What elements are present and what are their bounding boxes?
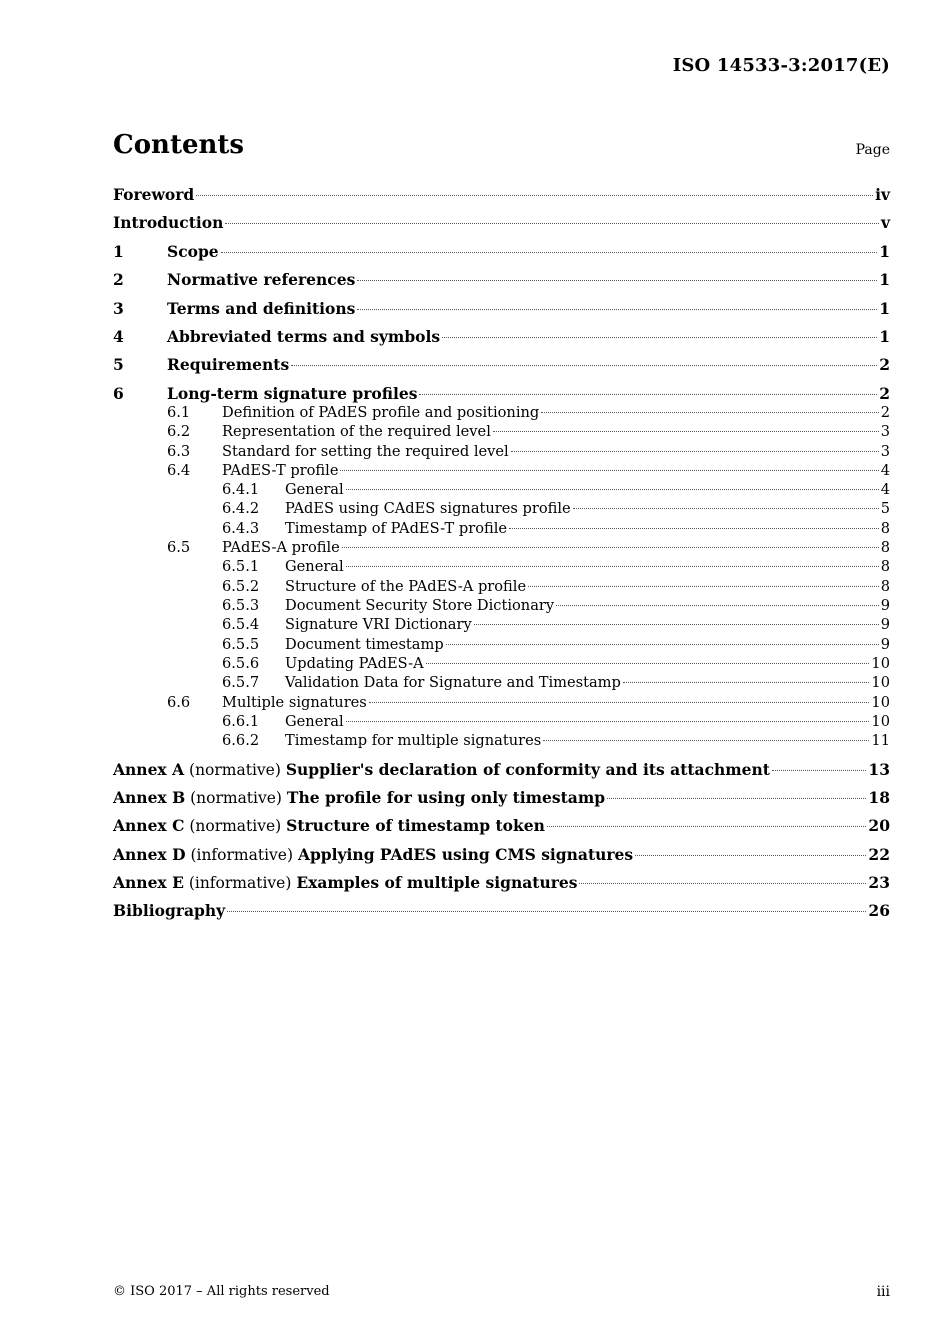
toc-entry-page: 23	[868, 873, 890, 892]
dot-leader	[543, 740, 869, 741]
annex-title: Supplier's declaration of conformity and its attachment	[285, 760, 770, 779]
dot-leader	[635, 855, 866, 856]
toc-entry-page: 3	[880, 443, 890, 460]
annex-label: Annex A	[113, 760, 185, 779]
toc-entry-title	[113, 873, 577, 892]
dot-leader	[474, 624, 879, 625]
annex-label: Annex E	[113, 873, 184, 892]
toc-entry-page: 10	[871, 694, 890, 711]
toc-entry-title	[113, 788, 605, 807]
toc-entry-page: 1	[879, 299, 890, 318]
annex-type-note: (normative)	[184, 817, 287, 835]
toc-entry[interactable]	[113, 213, 890, 232]
dot-leader	[509, 528, 879, 529]
toc-entry[interactable]	[113, 519, 890, 538]
toc-entry-title: Scope	[167, 242, 219, 261]
toc-entry-title: Normative references	[167, 270, 356, 289]
toc-entry-page: 2	[879, 355, 890, 374]
toc-entry-page: 1	[879, 270, 890, 289]
dot-leader	[623, 682, 870, 683]
toc-entry[interactable]	[113, 635, 890, 654]
toc-entry-page: iv	[875, 185, 890, 204]
dot-leader	[196, 195, 873, 196]
toc-entry-page: 4	[880, 462, 890, 479]
toc-entry-title: Requirements	[167, 355, 290, 374]
toc-entry-title: Structure of the PAdES-A profile	[285, 578, 527, 595]
toc-entry[interactable]	[113, 873, 890, 892]
toc-entry[interactable]	[113, 538, 890, 557]
toc-entry-page: 9	[880, 636, 890, 653]
toc-entry-title	[113, 845, 633, 864]
toc-entry-page: 10	[871, 655, 890, 672]
annex-type-note: (informative)	[185, 846, 298, 864]
toc-entry-number: 6.5.7	[222, 674, 260, 691]
toc-entry[interactable]	[113, 242, 890, 261]
annex-type-note: (normative)	[184, 761, 286, 779]
toc-entry[interactable]	[113, 816, 890, 835]
toc-entry-number: 6	[113, 384, 124, 403]
contents-title: Contents	[113, 130, 245, 160]
dot-leader	[291, 365, 877, 366]
toc-entry-number: 6.6.1	[222, 713, 260, 730]
dot-leader	[442, 337, 877, 338]
toc-entry-page: 9	[880, 616, 890, 633]
toc-entry-title: Bibliography	[113, 901, 226, 920]
toc-entry[interactable]	[113, 499, 890, 518]
dot-leader	[342, 547, 879, 548]
dot-leader	[426, 663, 870, 664]
dot-leader	[547, 826, 867, 827]
toc-entry[interactable]	[113, 615, 890, 634]
toc-entry[interactable]	[113, 557, 890, 576]
toc-entry[interactable]	[113, 384, 890, 403]
toc-entry-page: 10	[871, 713, 890, 730]
toc-entry[interactable]	[113, 422, 890, 441]
toc-entry-page: 18	[868, 788, 890, 807]
toc-entry-page: 8	[880, 578, 890, 595]
dot-leader	[579, 883, 866, 884]
toc-entry-page: 5	[880, 500, 890, 517]
toc-entry[interactable]	[113, 596, 890, 615]
toc-entry-page: 1	[879, 242, 890, 261]
toc-entry-number: 6.3	[167, 443, 191, 460]
dot-leader	[419, 394, 877, 395]
document-id: ISO 14533-3:2017(E)	[672, 55, 890, 76]
toc-entry-page: v	[880, 213, 890, 232]
annex-title: Structure of timestamp token	[286, 816, 545, 835]
annex-type-note: (informative)	[183, 874, 297, 892]
toc-entry[interactable]	[113, 480, 890, 499]
dot-leader	[357, 309, 877, 310]
annex-label: Annex C	[113, 816, 185, 835]
toc-entry[interactable]	[113, 673, 890, 692]
toc-entry-number: 6.4.2	[222, 500, 260, 517]
toc-entry-number: 1	[113, 242, 124, 261]
toc-entry-title: PAdES-T profile	[222, 462, 339, 479]
dot-leader	[772, 770, 866, 771]
toc-entry-page: 11	[871, 732, 890, 749]
toc-entry[interactable]	[113, 327, 890, 346]
toc-entry-title: Signature VRI Dictionary	[285, 616, 472, 633]
toc-entry-number: 6.5.4	[222, 616, 260, 633]
toc-entry-title: Abbreviated terms and symbols	[167, 327, 441, 346]
toc-entry-page: 1	[879, 327, 890, 346]
dot-leader	[493, 431, 879, 432]
toc-entry-number: 5	[113, 355, 124, 374]
dot-leader	[357, 280, 877, 281]
toc-entry-number: 2	[113, 270, 124, 289]
toc-entry-number: 6.5.6	[222, 655, 260, 672]
toc-entry[interactable]	[113, 731, 890, 750]
toc-entry[interactable]	[113, 712, 890, 731]
toc-entry-title: General	[285, 481, 344, 498]
toc-entry-page: 26	[868, 901, 890, 920]
toc-entry-number: 6.2	[167, 423, 191, 440]
toc-entry-page: 4	[880, 481, 890, 498]
toc-entry-page: 22	[868, 845, 890, 864]
toc-entry-title: Representation of the required level	[222, 423, 491, 440]
toc-entry-title: Timestamp of PAdES-T profile	[285, 520, 508, 537]
dot-leader	[346, 566, 879, 567]
toc-entry-title: Introduction	[113, 213, 224, 232]
toc-entry[interactable]	[113, 693, 890, 712]
toc-entry-title: Document timestamp	[285, 636, 444, 653]
toc-entry-number: 6.5.3	[222, 597, 260, 614]
annex-label: Annex B	[113, 788, 186, 807]
dot-leader	[556, 605, 879, 606]
dot-leader	[227, 911, 866, 912]
toc-entry-title: General	[285, 558, 344, 575]
dot-leader	[541, 412, 878, 413]
dot-leader	[446, 644, 879, 645]
toc-entry-number: 6.4.1	[222, 481, 260, 498]
toc-entry-title: Timestamp for multiple signatures	[285, 732, 542, 749]
dot-leader	[511, 451, 879, 452]
dot-leader	[346, 489, 879, 490]
annex-title: The profile for using only timestamp	[286, 788, 606, 807]
dot-leader	[221, 252, 878, 253]
toc-entry-title: Document Security Store Dictionary	[285, 597, 555, 614]
dot-leader	[607, 798, 866, 799]
dot-leader	[225, 223, 879, 224]
dot-leader	[369, 702, 870, 703]
page-number: iii	[876, 1284, 890, 1300]
dot-leader	[346, 721, 870, 722]
toc-entry[interactable]	[113, 270, 890, 289]
dot-leader	[340, 470, 878, 471]
toc-entry-title: Multiple signatures	[222, 694, 367, 711]
toc-entry-number: 6.5.1	[222, 558, 260, 575]
toc-entry-title: Foreword	[113, 185, 195, 204]
toc-entry-number: 6.4	[167, 462, 191, 479]
toc-entry-page: 2	[880, 404, 890, 421]
toc-entry[interactable]	[113, 654, 890, 673]
annex-title: Examples of multiple signatures	[296, 873, 578, 892]
toc-entry-page: 2	[879, 384, 890, 403]
annex-label: Annex D	[113, 845, 186, 864]
toc-entry[interactable]	[113, 901, 890, 920]
toc-entry-number: 4	[113, 327, 124, 346]
toc-entry-title: Standard for setting the required level	[222, 443, 509, 460]
copyright-footer: © ISO 2017 – All rights reserved	[113, 1284, 330, 1299]
toc-entry-number: 6.1	[167, 404, 191, 421]
page-column-label: Page	[855, 142, 890, 158]
dot-leader	[573, 508, 879, 509]
toc-entry-number: 6.5.2	[222, 578, 260, 595]
toc-entry[interactable]	[113, 461, 890, 480]
toc-entry[interactable]	[113, 299, 890, 318]
toc-entry-number: 6.6	[167, 694, 191, 711]
toc-entry-page: 8	[880, 558, 890, 575]
toc-entry-number: 6.6.2	[222, 732, 260, 749]
toc-entry[interactable]	[113, 185, 890, 204]
toc-entry-title: Long-term signature profiles	[167, 384, 418, 403]
toc-entry[interactable]	[113, 442, 890, 461]
toc-entry-page: 20	[868, 816, 890, 835]
toc-entry-page: 9	[880, 597, 890, 614]
toc-entry[interactable]	[113, 355, 890, 374]
toc-entry[interactable]	[113, 788, 890, 807]
toc-entry-page: 8	[880, 520, 890, 537]
toc-entry-page: 8	[880, 539, 890, 556]
toc-entry-title	[113, 760, 770, 779]
toc-entry-title: PAdES using CAdES signatures profile	[285, 500, 571, 517]
toc-entry-title: Terms and definitions	[167, 299, 356, 318]
toc-entry-title	[113, 816, 545, 835]
toc-entry[interactable]	[113, 760, 890, 779]
toc-entry-title: General	[285, 713, 344, 730]
toc-entry-page: 3	[880, 423, 890, 440]
dot-leader	[528, 586, 879, 587]
toc-entry-title: Validation Data for Signature and Timestamp	[285, 674, 621, 691]
toc-entry-title: Updating PAdES-A	[285, 655, 424, 672]
toc-entry-number: 3	[113, 299, 124, 318]
toc-entry-number: 6.5.5	[222, 636, 260, 653]
toc-entry[interactable]	[113, 845, 890, 864]
toc-entry[interactable]	[113, 577, 890, 596]
annex-title: Applying PAdES using CMS signatures	[297, 845, 634, 864]
toc-entry-title: PAdES-A profile	[222, 539, 340, 556]
toc-entry-title: Definition of PAdES profile and positioning	[222, 404, 540, 421]
toc-entry-page: 13	[868, 760, 890, 779]
toc-entry-number: 6.5	[167, 539, 191, 556]
toc-entry-page: 10	[871, 674, 890, 691]
toc-entry[interactable]	[113, 403, 890, 422]
annex-type-note: (normative)	[185, 789, 287, 807]
toc-entry-number: 6.4.3	[222, 520, 260, 537]
